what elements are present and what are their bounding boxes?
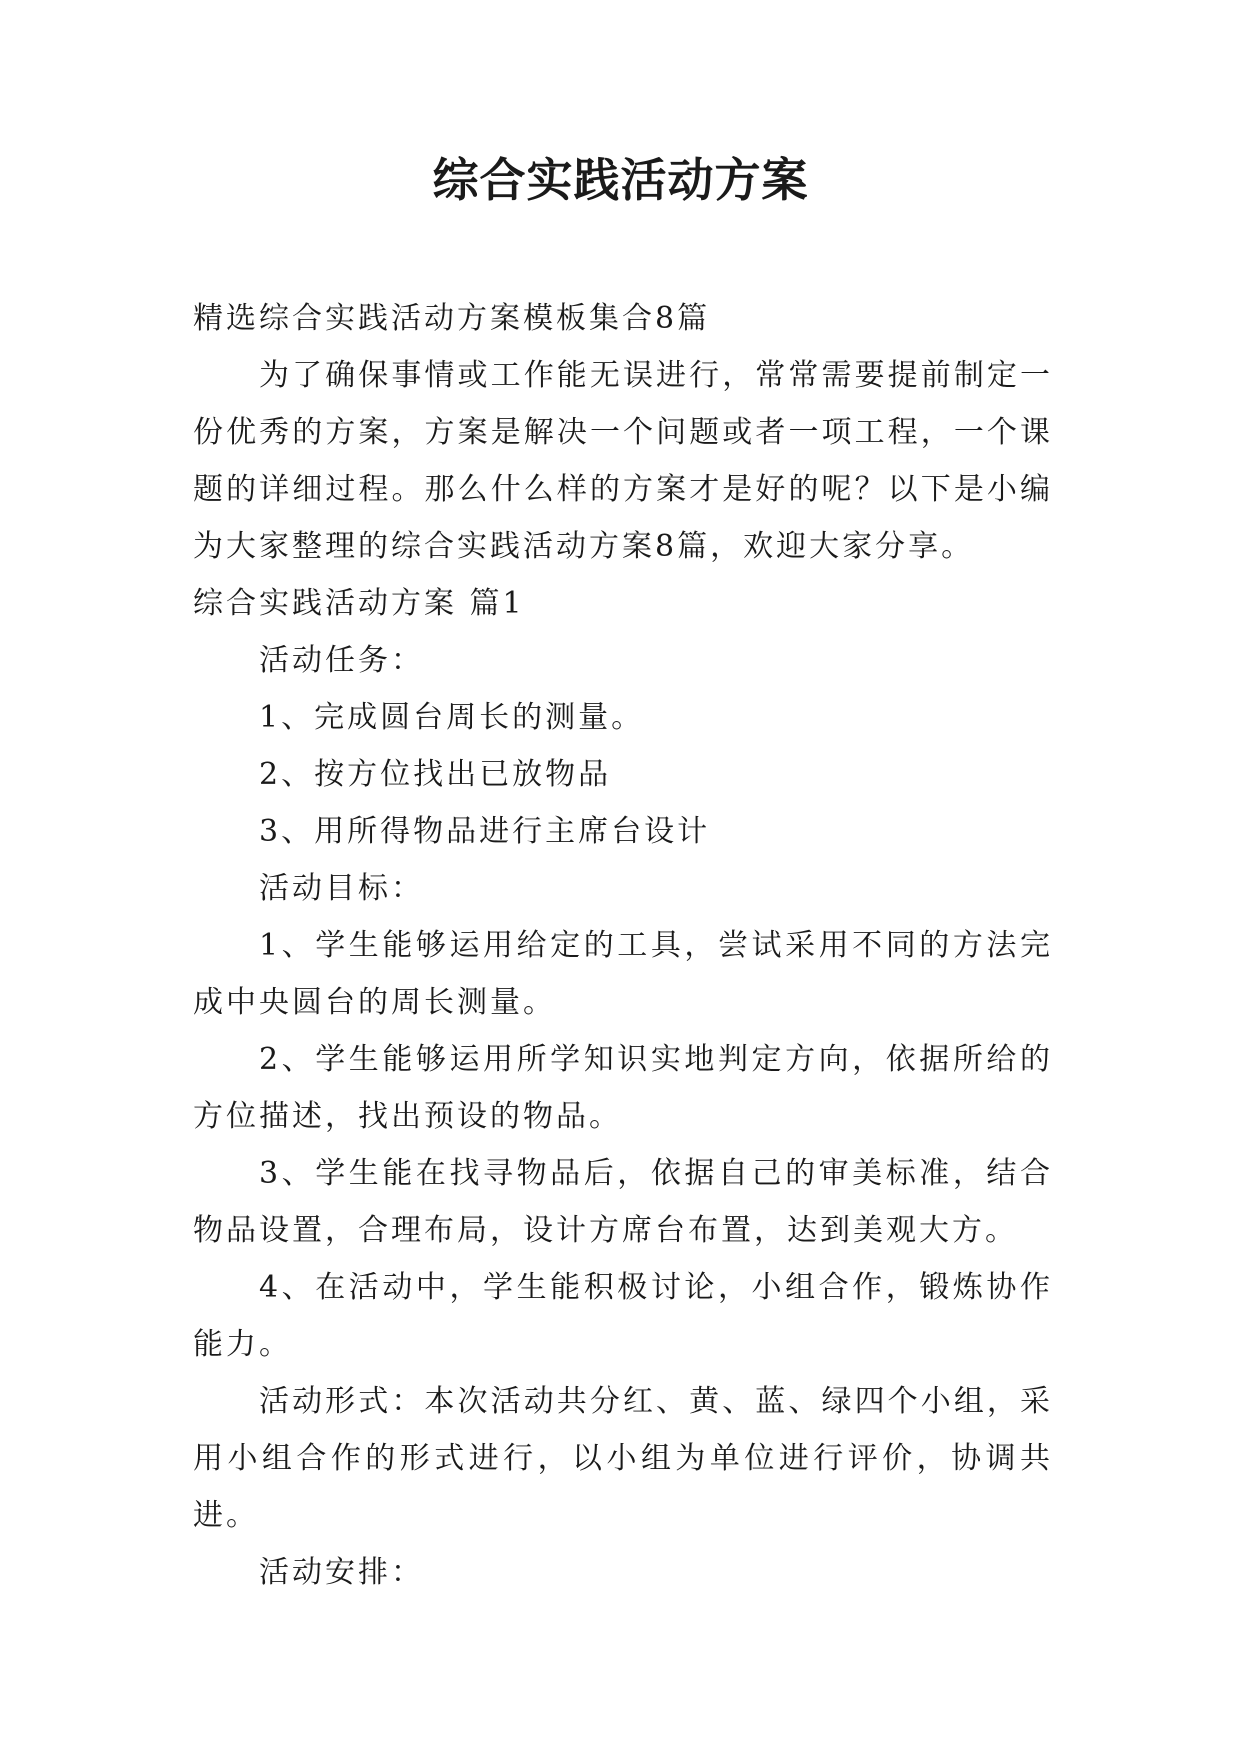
task-item: 3、用所得物品进行主席台设计	[259, 814, 711, 849]
subtitle-line: 精选综合实践活动方案模板集合8篇	[193, 301, 711, 336]
task-item: 1、完成圆台周长的测量。	[259, 700, 645, 735]
intro-paragraph: 为了确保事情或工作能无误进行，常常需要提前制定一份优秀的方案，方案是解决一个问题或者一项工程，一个课题的详细过程。那么什么样的方案才是好的呢？以下是小编为大家整理的综合实践活动方案8篇，欢迎大家分享。	[193, 358, 1053, 564]
goal-item: 2、学生能够运用所学知识实地判定方向，依据所给的方位描述，找出预设的物品。	[193, 1042, 1053, 1134]
section-heading: 综合实践活动方案 篇1	[193, 586, 525, 621]
arrangement-heading: 活动安排：	[259, 1555, 424, 1590]
activity-form-paragraph: 活动形式：本次活动共分红、黄、蓝、绿四个小组，采用小组合作的形式进行，以小组为单位进行评价，协调共进。	[193, 1384, 1053, 1533]
document-title: 综合实践活动方案	[432, 153, 809, 207]
goal-heading: 活动目标：	[259, 871, 424, 906]
goal-item: 3、学生能在找寻物品后，依据自己的审美标准，结合物品设置，合理布局，设计方席台布置，达到美观大方。	[193, 1156, 1053, 1248]
task-item: 2、按方位找出已放物品	[259, 757, 612, 792]
goal-item: 1、学生能够运用给定的工具，尝试采用不同的方法完成中央圆台的周长测量。	[193, 928, 1053, 1020]
goal-item: 4、在活动中，学生能积极讨论，小组合作，锻炼协作能力。	[193, 1270, 1053, 1362]
task-heading: 活动任务：	[259, 643, 424, 678]
document-body	[193, 290, 1053, 1601]
